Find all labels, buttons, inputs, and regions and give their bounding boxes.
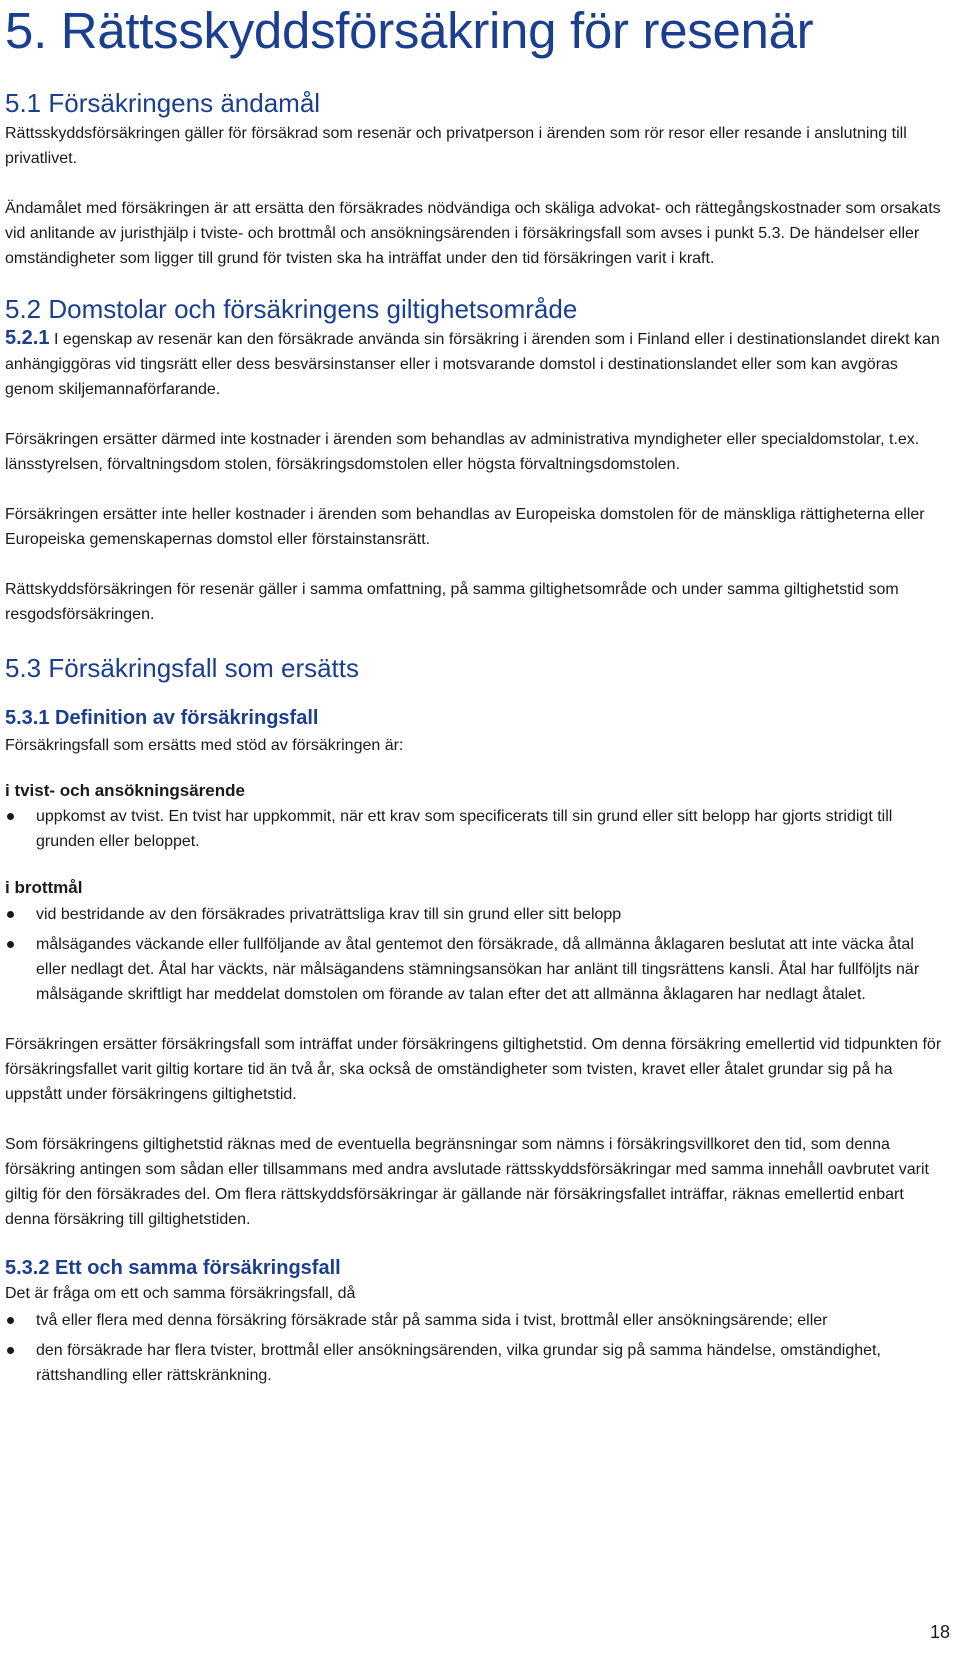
section-5-3-1-intro: Försäkringsfall som ersätts med stöd av försäkringen är: xyxy=(5,737,404,754)
page-content xyxy=(5,0,945,1388)
brottmal-heading: i brottmål xyxy=(5,878,83,897)
samma-list xyxy=(5,1308,945,1388)
section-5-1-paragraph-1: Rättsskyddsförsäkringen gäller för försäkrad som resenär och privatperson i ärenden som rör resor eller resande i anslutning till privatlivet. xyxy=(5,125,907,167)
section-5-3-2-intro: Det är fråga om ett och samma försäkringsfall, då xyxy=(5,1285,356,1302)
section-5-1-paragraph-2: Ändamålet med försäkringen är att ersätta den försäkrades nödvändiga och skäliga advokat- och rättegångskostnader som orsakats vid anlitande av juristhjälp i tviste- och brottmål och ansökningsärenden i försäkringsfall som avses i punkt 5.3. De händelser eller omständigheter som ligger till grund för tvisten ska ha inträffat under den tid försäkringen varit i kraft. xyxy=(5,200,941,267)
bullet-icon xyxy=(7,911,14,918)
list-item: vid bestridande av den försäkrades privaträttsliga krav till sin grund eller sitt belopp xyxy=(5,902,945,927)
brottmal-list xyxy=(5,902,945,1007)
bullet-icon xyxy=(7,1347,14,1354)
section-5-2-1-number: 5.2.1 xyxy=(5,327,50,349)
section-5-3-heading: 5.3 Försäkringsfall som ersätts xyxy=(5,653,360,683)
section-5-3-2-heading: 5.3.2 Ett och samma försäkringsfall xyxy=(5,1257,341,1279)
list-item: målsägandes väckande eller fullföljande av åtal gentemot den försäkrade, då allmänna åklagaren beslutat att inte väcka åtal eller nedlagt det. Åtal har väckts, när målsägandens stämningsansökan har anlänt till tingsrättens kansli. Åtal har fullföljts när målsägande skriftligt har meddelat domstolen om förande av talan efter det att allmänna åklagaren har nedlagt åtalet. xyxy=(5,932,945,1007)
section-5-2-1-paragraph xyxy=(5,326,945,402)
tvist-list xyxy=(5,804,945,854)
section-5-2-paragraph-3: Försäkringen ersätter inte heller kostnader i ärenden som behandlas av Europeiska domstolen för de mänskliga rättigheterna eller Europeiska gemenskapernas domstol eller förstainstansrätt. xyxy=(5,506,925,548)
list-item: två eller flera med denna försäkring försäkrade står på samma sida i tvist, brottmål eller ansökningsärende; eller xyxy=(5,1308,945,1333)
section-5-3-paragraph-1: Försäkringen ersätter försäkringsfall som inträffat under försäkringens giltighetstid. Om denna försäkring emellertid vid tidpunkten för försäkringsfallet varit giltig kortare tid än två år, ska också de omständigheter som tvisten, kravet eller åtalet grundar sig på ha uppstått under försäkringens giltighetstid. xyxy=(5,1036,942,1103)
section-5-2-paragraph-2: Försäkringen ersätter därmed inte kostnader i ärenden som behandlas av administrativa myndigheter eller specialdomstolar, t.ex. länsstyrelsen, förvaltningsdom stolen, försäkringsdomstolen eller högsta förvaltningsdomstolen. xyxy=(5,431,920,473)
bullet-icon xyxy=(7,1317,14,1324)
page-number: 18 xyxy=(929,1622,950,1642)
section-5-3-paragraph-2: Som försäkringens giltighetstid räknas med de eventuella begränsningar som nämns i försäkringsvillkoret den tid, som denna försäkring antingen som sådan eller tillsammans med andra avslutade rättsskyddsförsäkringar med samma innehåll oavbrutet varit giltig för den försäkrades del. Om flera rättskyddsförsäkringar är gällande när försäkringsfallet inträffar, räknas emellertid enbart denna försäkring till giltighetstiden. xyxy=(5,1136,929,1228)
bullet-icon xyxy=(7,813,14,820)
section-5-3-1-heading: 5.3.1 Definition av försäkringsfall xyxy=(5,707,319,729)
bullet-icon xyxy=(7,941,14,948)
tvist-heading: i tvist- och ansökningsärende xyxy=(5,781,245,800)
section-5-2-1-text: I egenskap av resenär kan den försäkrade använda sin försäkring i ärenden som i Finland eller i destinationslandet direkt kan anhängiggöras vid tingsrätt eller dess besvärsinstanser eller i motsvarande domstol i destinationslandet eller som kan avgöras genom skiljemannaförfarande. xyxy=(5,331,940,398)
list-item: den försäkrade har flera tvister, brottmål eller ansökningsärenden, vilka grundar sig på samma händelse, omständighet, rättshandling eller rättskränkning. xyxy=(5,1338,945,1388)
section-5-2-heading: 5.2 Domstolar och försäkringens giltighetsområde xyxy=(5,294,578,324)
page-title: 5. Rättsskyddsförsäkring för resenär xyxy=(5,2,814,59)
section-5-2-paragraph-4: Rättskyddsförsäkringen för resenär gäller i samma omfattning, på samma giltighetsområde och under samma giltighetstid som resgodsförsäkringen. xyxy=(5,581,899,623)
section-5-1-heading: 5.1 Försäkringens ändamål xyxy=(5,88,321,118)
list-item: uppkomst av tvist. En tvist har uppkommit, när ett krav som specificerats till sin grund eller sitt belopp har gjorts stridigt till grunden eller beloppet. xyxy=(5,804,945,854)
